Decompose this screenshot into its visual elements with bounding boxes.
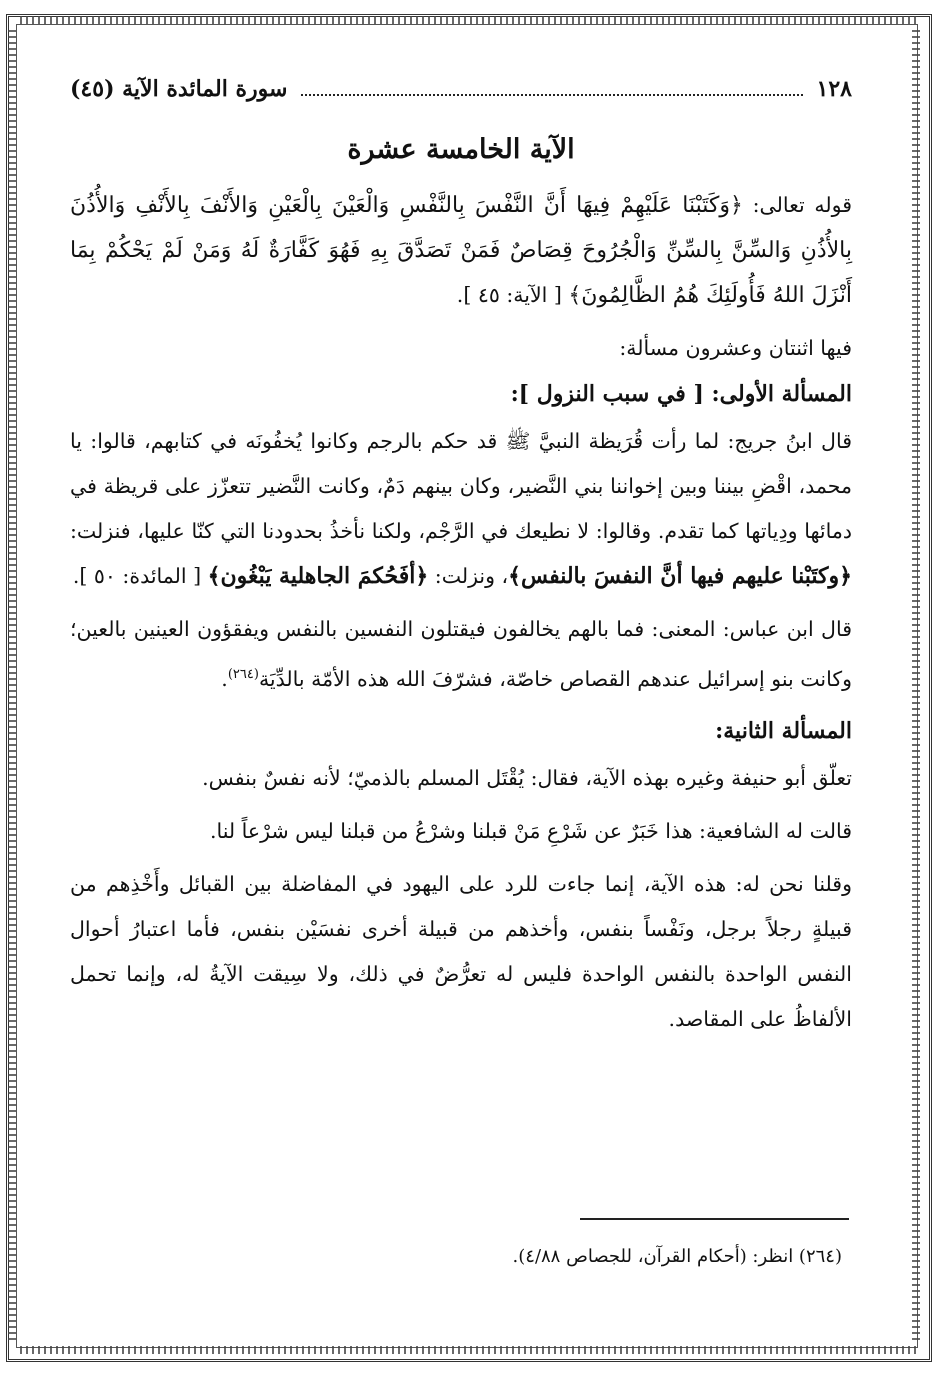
q1-verse-2-ref: [ المائدة: ٥٠ ].	[72, 564, 208, 588]
question-1-heading: المسألة الأولى: [ في سبب النزول ]:	[510, 381, 852, 407]
surah-reference: سورة المائدة الآية (٤٥)	[70, 76, 288, 102]
section-title: الآية الخامسة عشرة	[347, 134, 575, 165]
question-1-paragraph-1	[70, 419, 852, 599]
leader-dots	[301, 82, 802, 96]
q1-p2-text: قال ابن عباس: المعنى: فما بالهم يخالفون فيقتلون النفسين بالنفس ويفقؤون العينين بالعين؛ وكانت بنو إسرائيل عندهم القصاص خاصّة، فشرّفَ الله هذه الأمّة بالدِّيَة	[70, 617, 852, 691]
page-content	[70, 70, 852, 1042]
question-2-paragraph-1: تعلّق أبو حنيفة وغيره بهذه الآية، فقال: يُقْتَل المسلم بالذميّ؛ لأنه نفسٌ بنفس.	[202, 765, 852, 790]
question-2-paragraph-2: قالت له الشافعية: هذا خَبَرٌ عن شَرْعِ مَنْ قبلنا وشرْعُ من قبلنا ليس شرْعاً لنا.	[209, 818, 852, 843]
footnote-reference: (٢٦٤)	[227, 667, 259, 682]
question-2-paragraph-3: وقلنا نحن له: هذه الآية، إنما جاءت للرد على اليهود في المفاضلة بين القبائل وأَخْذِهم من قبيلةٍ رجلاً برجل، ونَفْساً بنفس، وأخذهم من قبيلة أخرى نفسَيْن بنفس، فأما اعتبارُ أحوال النفس الواحدة بالنفس الواحدة فليس له تعرُّضٌ في ذلك، ولا سِيقت الآيةُ له، وإنما تحمل الألفاظُ على المقاصد.	[70, 871, 852, 1031]
intro-verse-ref: [ الآية: ٤٥ ].	[456, 283, 569, 307]
running-head	[70, 76, 852, 102]
question-count: فيها اثنتان وعشرون مسألة:	[619, 336, 852, 360]
q1-p1-text-2: ، ونزلت:	[428, 564, 509, 588]
q1-verse-1: ﴿وكتَبْنا عليهم فيها أنَّ النفسَ بالنفس﴾	[508, 563, 852, 589]
question-2-heading: المسألة الثانية:	[715, 717, 852, 744]
footnote-rule	[580, 1218, 849, 1220]
ornament-top	[20, 16, 920, 24]
intro-verse: ﴿وَكَتَبْنَا عَلَيْهِمْ فِيهَا أَنَّ النَّفْسَ بِالنَّفْسِ وَالْعَيْنَ بِالْعَيْنِ وَالأَنْفَ بِالأَنْفِ وَالأُذُنَ بِالأُذُنِ وَالسِّنَّ بِالسِّنِّ وَالْجُرُوحَ قِصَاصٌ فَمَنْ تَصَدَّقَ بِهِ فَهُوَ كَفَّارَةٌ لَهُ وَمَنْ لَمْ يَحْكُمْ بِمَا أَنْزَلَ اللهُ فَأُولَئِكَ هُمُ الظَّالِمُونَ﴾	[70, 193, 852, 308]
q1-p1-text: قال ابنُ جريج: لما رأت قُرَيظة النبيَّ ﷺ قد حكم بالرجم وكانوا يُخفُونَه في كتابهم، قالوا: يا محمد، اقْضِ بيننا وبين إخواننا بني النَّضير، وكان بينهم دَمٌ، وكانت النَّضير تتعزّز على قريظة في دمائها ودِياتها كما تقدم. وقالوا: لا نطيعك في الرَّجْم، ولكنا نأخذُ بحدودنا التي كنّا عليها، فنزلت:	[70, 429, 852, 543]
q1-verse-2: ﴿أفَحُكمَ الجاهلية يَبْغُون﴾	[207, 563, 429, 589]
ornament-right	[912, 30, 920, 1340]
intro-lead: قوله تعالى:	[742, 193, 852, 217]
q1-p2-end: .	[221, 666, 228, 691]
footnote: (٢٦٤) انظر: (أحكام القرآن، للجصاص ٤/٨٨).	[512, 1246, 842, 1267]
intro-paragraph	[70, 183, 852, 318]
question-1-paragraph-2	[70, 607, 852, 702]
ornament-left	[8, 30, 16, 1340]
ornament-bottom	[20, 1346, 920, 1354]
page-number: ١٢٨	[816, 76, 852, 102]
